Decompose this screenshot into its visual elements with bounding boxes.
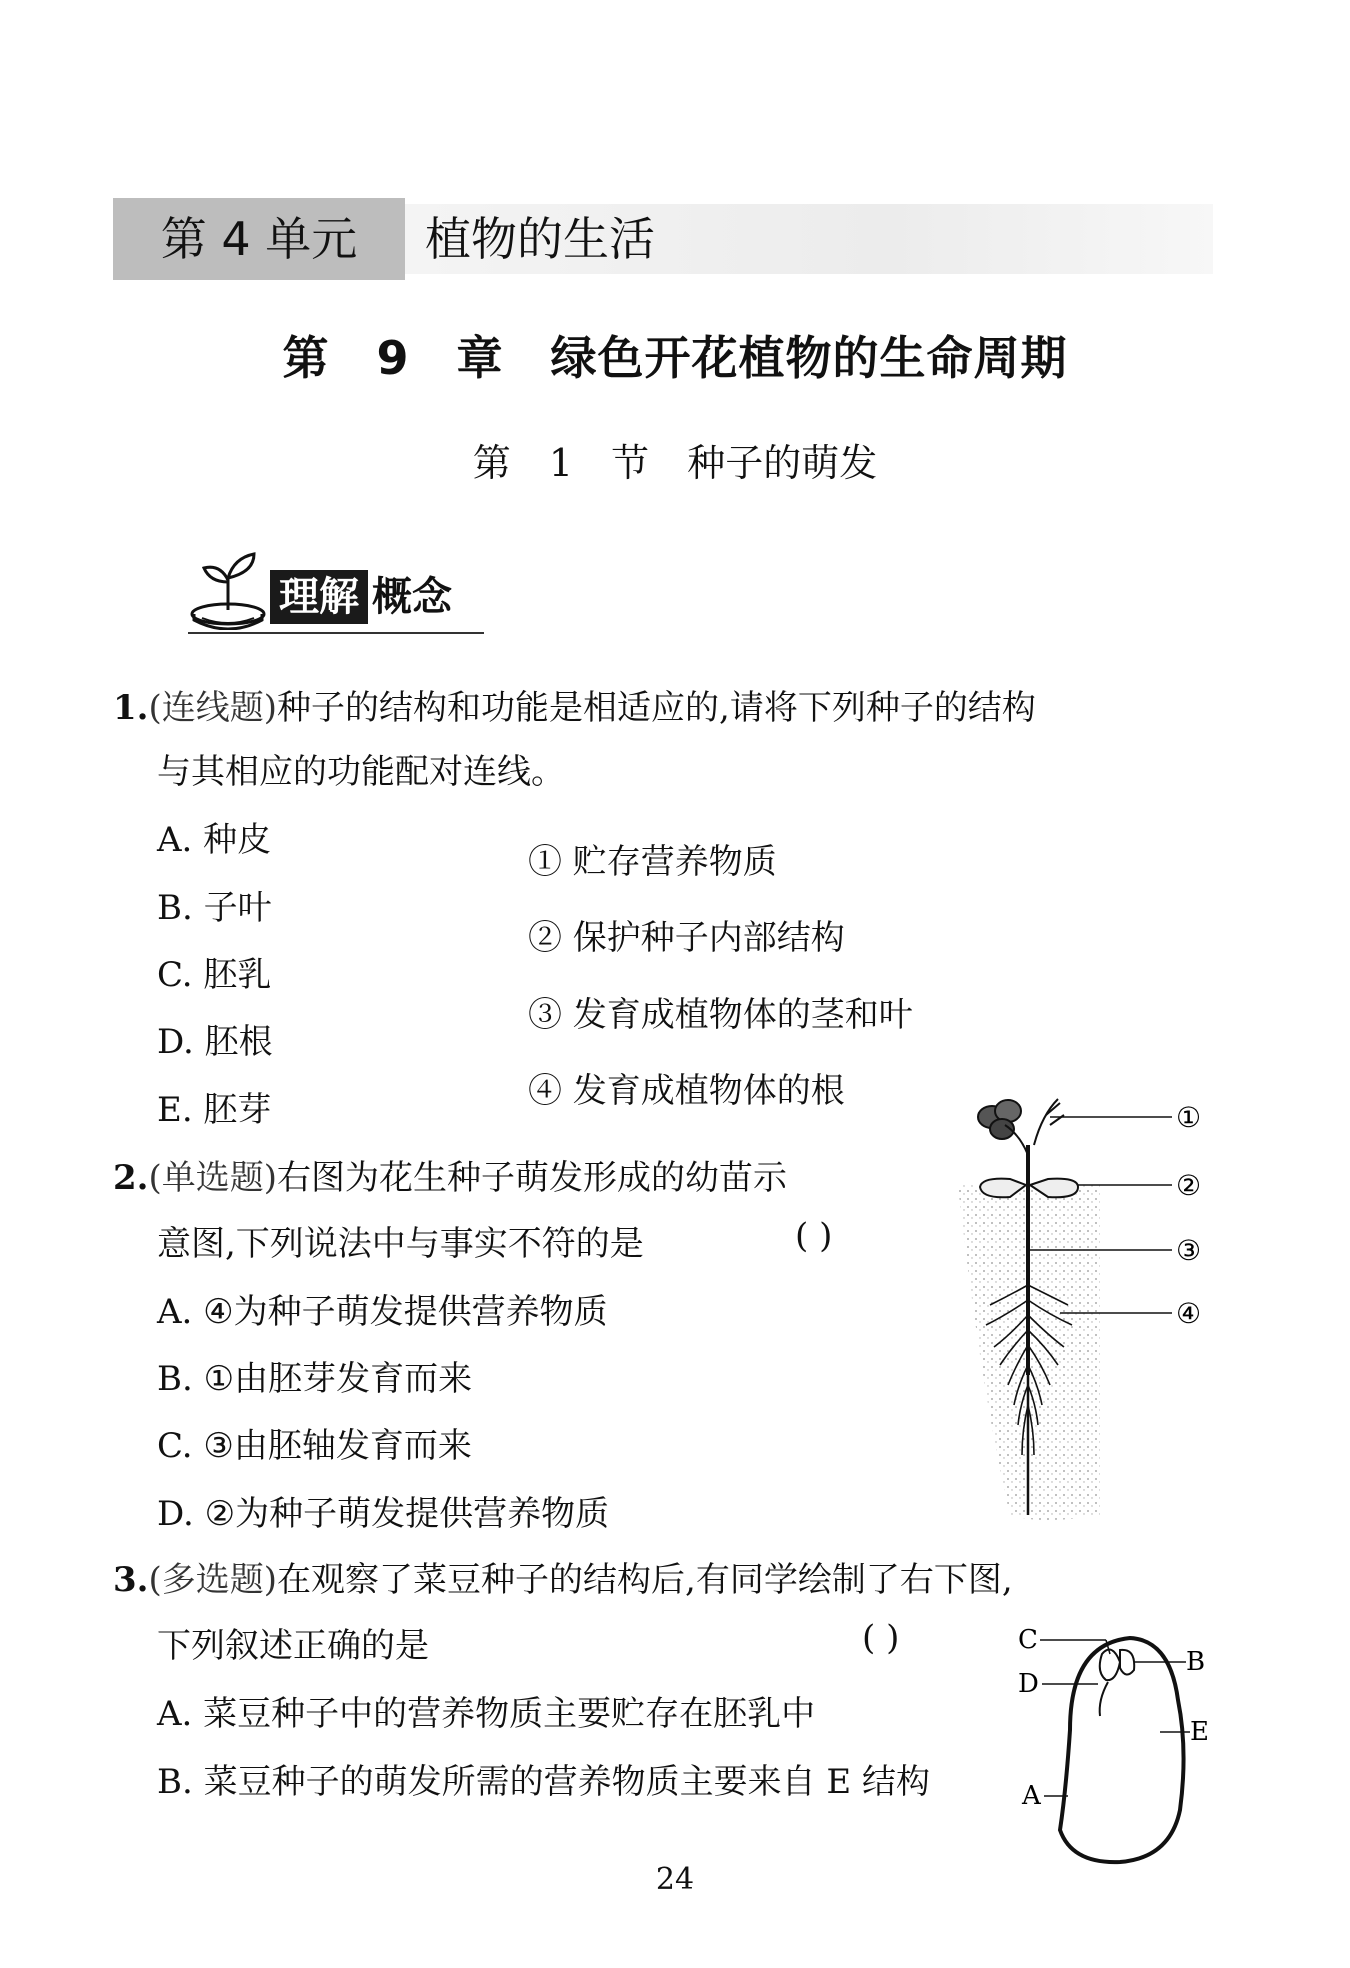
q2-stem-line1: 右图为花生种子萌发形成的幼苗示 [277, 1158, 788, 1198]
q1-structure-b: B. 子叶 [157, 888, 272, 928]
seedling-label-1: ① [1176, 1101, 1202, 1134]
q1-stem-line1: 种子的结构和功能是相适应的,请将下列种子的结构 [277, 688, 1036, 728]
bean-seed-figure [1010, 1620, 1240, 1870]
q1-stem-line2: 与其相应的功能配对连线。 [157, 752, 565, 792]
chapter-title: 第 9 章 绿色开花植物的生命周期 [282, 331, 1068, 385]
q3-number: 3. [113, 1560, 149, 1600]
q2-option-b: B. ①由胚芽发育而来 [157, 1359, 473, 1399]
q2-type: (单选题) [148, 1158, 278, 1198]
q3-stem-line1: 在观察了菜豆种子的结构后,有同学绘制了右下图, [277, 1560, 1013, 1600]
q2-stem-line2: 意图,下列说法中与事实不符的是 [157, 1224, 644, 1264]
q1-stem [113, 680, 1036, 729]
q3-stem [113, 1552, 1013, 1601]
seedling-label-4: ④ [1176, 1297, 1202, 1330]
q3-stem-line2: 下列叙述正确的是 [157, 1626, 429, 1666]
page-number: 24 [655, 1862, 695, 1897]
q3-option-a: A. 菜豆种子中的营养物质主要贮存在胚乳中 [157, 1694, 816, 1734]
q1-function-3: ③ 发育成植物体的茎和叶 [528, 995, 913, 1035]
sprout-icon [188, 548, 268, 630]
peanut-seedling-figure [950, 1085, 1230, 1535]
q1-structure-e: E. 胚芽 [157, 1090, 272, 1130]
concept-section-header [188, 548, 484, 634]
q1-type: (连线题) [148, 688, 278, 728]
q3-type: (多选题) [148, 1560, 278, 1600]
unit-banner [113, 198, 1213, 280]
q2-option-d: D. ②为种子萌发提供营养物质 [157, 1494, 610, 1534]
q1-function-2: ② 保护种子内部结构 [528, 918, 845, 958]
q1-function-1: ① 贮存营养物质 [528, 842, 777, 882]
section-title: 第 1 节 种子的萌发 [472, 441, 878, 485]
unit-title: 植物的生活 [425, 212, 655, 266]
concept-header-underline [188, 632, 484, 634]
q3-answer-paren: ( ) [862, 1618, 900, 1658]
q1-structure-c: C. 胚乳 [157, 955, 272, 995]
q1-function-4: ④ 发育成植物体的根 [528, 1071, 845, 1111]
bean-label-d: D [1018, 1669, 1039, 1699]
q2-option-a: A. ④为种子萌发提供营养物质 [157, 1292, 608, 1332]
q2-number: 2. [113, 1158, 149, 1198]
q1-number: 1. [113, 688, 149, 728]
q1-structure-a: A. 种皮 [157, 820, 272, 860]
bean-label-b: B [1186, 1647, 1206, 1677]
seedling-label-2: ② [1176, 1169, 1202, 1202]
q2-option-c: C. ③由胚轴发育而来 [157, 1426, 472, 1466]
q3-option-b: B. 菜豆种子的萌发所需的营养物质主要来自 E 结构 [157, 1762, 931, 1802]
concept-header-highlight: 理解 [270, 570, 368, 624]
concept-header-text: 概念 [372, 574, 452, 620]
bean-label-e: E [1190, 1717, 1209, 1747]
q1-structure-d: D. 胚根 [157, 1022, 273, 1062]
q2-stem [113, 1150, 787, 1199]
unit-label: 第 4 单元 [113, 198, 405, 280]
seedling-label-3: ③ [1176, 1234, 1202, 1267]
bean-label-c: C [1018, 1625, 1038, 1655]
q2-answer-paren: ( ) [795, 1216, 833, 1256]
bean-label-a: A [1022, 1781, 1041, 1811]
